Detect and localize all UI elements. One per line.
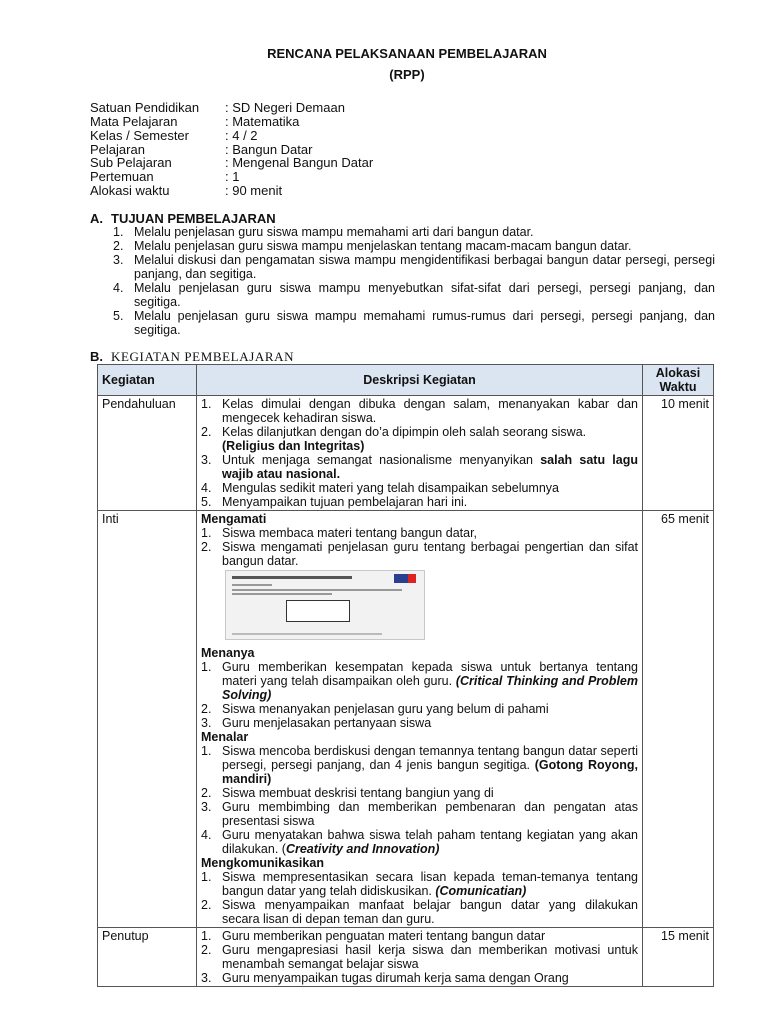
thumbnail-line: [232, 593, 332, 595]
list-item: [201, 828, 638, 856]
list-number: 4.: [201, 481, 212, 495]
list-number: 3.: [201, 800, 212, 814]
list-text: Guru menjelasakan pertanyaan siswa: [222, 716, 432, 730]
list-text: Melalu penjelasan guru siswa mampu memahami arti dari bangun datar.: [134, 225, 534, 239]
list-item: [201, 425, 638, 453]
phase-description: [197, 928, 643, 987]
header-kegiatan: Kegiatan: [98, 365, 197, 396]
activity-list: [201, 397, 638, 509]
list-number: 4.: [201, 828, 212, 842]
list-number: 5.: [113, 309, 124, 323]
identity-value: : SD Negeri Demaan: [225, 100, 345, 115]
list-item: [113, 253, 715, 281]
identity-value: : Bangun Datar: [225, 142, 313, 157]
identity-label: Pelajaran: [90, 142, 145, 157]
list-number: 2.: [201, 425, 212, 439]
list-item: [201, 481, 638, 495]
activity-list: [201, 526, 638, 568]
phase-time: 10 menit: [643, 396, 714, 511]
list-text: Guru membimbing dan memberikan pembenaran dan pengatan atas presentasi siswa: [222, 800, 638, 828]
list-text: Melalu penjelasan guru siswa mampu memahami rumus-rumus dari persegi, persegi panjang, dan segitiga.: [134, 309, 715, 337]
list-text: Melalu penjelasan guru siswa mampu menyebutkan sifat-sifat dari persegi, persegi panjang, dan segitiga.: [134, 281, 715, 309]
list-number: 3.: [113, 253, 124, 267]
list-text: Siswa membuat deskrisi tentang bangiun yang di: [222, 786, 494, 800]
identity-label: Alokasi waktu: [90, 183, 170, 198]
identity-label: Mata Pelajaran: [90, 114, 178, 129]
phase-description: [197, 396, 643, 511]
list-number: 3.: [201, 971, 212, 985]
activity-list: [201, 929, 638, 985]
list-text: Kelas dilanjutkan dengan do’a dipimpin oleh salah seorang siswa.: [222, 425, 587, 439]
value-tag: (Religius dan Integritas): [222, 439, 365, 453]
identity-label: Kelas / Semester: [90, 128, 189, 143]
table-row: [98, 396, 714, 511]
list-item: [113, 281, 715, 309]
section-letter: B.: [90, 349, 103, 364]
rectangle-shape-icon: [286, 600, 350, 622]
value-tag: Creativity and Innovation): [285, 842, 440, 856]
list-text: Melalui diskusi dan pengamatan siswa mampu mengidentifikasi berbagai bangun datar persegi, persegi panjang, dan segitiga.: [134, 253, 715, 281]
list-item: [201, 898, 638, 926]
value-tag: (Gotong Royong, mandiri): [222, 758, 638, 786]
list-text: Siswa membaca materi tentang bangun datar,: [222, 526, 478, 540]
thumbnail-footer-line: [232, 633, 382, 635]
section-b-heading: [90, 349, 294, 365]
header-alokasi-line2: Waktu: [659, 380, 697, 394]
value-tag: (Comunicatian): [435, 884, 527, 898]
section-title: TUJUAN PEMBELAJARAN: [111, 211, 276, 226]
activity-list: [201, 870, 638, 926]
list-item: [201, 929, 638, 943]
list-text: Guru menyampaikan tugas dirumah kerja sama dengan Orang: [222, 971, 569, 985]
list-text: Kelas dimulai dengan dibuka dengan salam, menanyakan kabar dan mengecek kehadiran siswa.: [222, 397, 638, 425]
table-row: [98, 511, 714, 928]
list-text: Guru menyatakan bahwa siswa telah paham tentang kegiatan yang akan dilakukan. (: [222, 828, 638, 856]
list-number: 2.: [201, 898, 212, 912]
list-number: 1.: [201, 397, 212, 411]
phase-name: Penutup: [98, 928, 197, 987]
phase-time: 65 menit: [643, 511, 714, 928]
identity-value: : 1: [225, 169, 240, 184]
list-number: 1.: [201, 929, 212, 943]
list-number: 1.: [201, 870, 212, 884]
list-number: 2.: [201, 540, 212, 554]
thumbnail-line: [232, 584, 272, 586]
section-title: KEGIATAN PEMBELAJARAN: [111, 349, 295, 364]
list-text: Siswa menyampaikan manfaat belajar bangun datar yang dilakukan secara lisan di depan teman dan guru.: [222, 898, 638, 926]
list-text: Guru memberikan penguatan materi tentang bangun datar: [222, 929, 546, 943]
list-number: 2.: [113, 239, 124, 253]
list-number: 2.: [201, 786, 212, 800]
thumbnail-heading-bar: [232, 576, 352, 579]
list-item: [201, 786, 638, 800]
subsection-title: Menalar: [201, 730, 249, 744]
identity-label: Sub Pelajaran: [90, 155, 172, 170]
thumbnail-logo-accent: [408, 574, 416, 583]
identity-value: : 4 / 2: [225, 128, 258, 143]
document-subtitle: (RPP): [389, 67, 425, 82]
list-text: Untuk menjaga semangat nasionalisme menyanyikan: [222, 453, 533, 467]
list-number: 2.: [201, 702, 212, 716]
list-text: Siswa mempresentasikan secara lisan kepada teman-temanya tentang bangun datar yang telah didiskusikan.: [222, 870, 638, 898]
list-text: Siswa mengamati penjelasan guru tentang berbagai pengertian dan sifat bangun datar.: [222, 540, 638, 568]
identity-label: Pertemuan: [90, 169, 154, 184]
list-item: [201, 870, 638, 898]
list-item: [201, 495, 638, 509]
list-number: 1.: [201, 744, 212, 758]
document-title: RENCANA PELAKSANAAN PEMBELAJARAN: [267, 46, 547, 61]
thumbnail-line: [232, 589, 402, 591]
subsection-title: Menanya: [201, 646, 255, 660]
list-text: Menyampaikan tujuan pembelajaran hari ini.: [222, 495, 468, 509]
phase-time: 15 menit: [643, 928, 714, 987]
section-letter: A.: [90, 211, 103, 226]
subsection-title: Mengamati: [201, 512, 267, 526]
list-item: [201, 540, 638, 568]
list-item: [201, 660, 638, 702]
phase-description: [197, 511, 643, 928]
list-item: [113, 239, 715, 253]
list-number: 4.: [113, 281, 124, 295]
list-text: Siswa mencoba berdiskusi dengan temannya tentang bangun datar seperti persegi, persegi panjang, dan 4 jenis bangun segitiga.: [222, 744, 638, 772]
list-text: Mengulas sedikit materi yang telah disampaikan sebelumnya: [222, 481, 559, 495]
identity-value: : Matematika: [225, 114, 300, 129]
list-number: 2.: [201, 943, 212, 957]
list-number: 5.: [201, 495, 212, 509]
list-text: Siswa menanyakan penjelasan guru yang belum di pahami: [222, 702, 549, 716]
value-tag: salah satu lagu wajib atau nasional.: [222, 453, 638, 481]
list-number: 3.: [201, 716, 212, 730]
list-number: 1.: [201, 526, 212, 540]
header-alokasi-line1: Alokasi: [655, 366, 701, 380]
list-number: 3.: [201, 453, 212, 467]
header-deskripsi: Deskripsi Kegiatan: [197, 365, 643, 396]
table-header-row: [98, 365, 714, 396]
list-item: [113, 225, 715, 239]
header-alokasi: [643, 365, 714, 396]
phase-name: Inti: [98, 511, 197, 928]
objectives-list: [113, 225, 715, 337]
identity-value: : 90 menit: [225, 183, 283, 198]
activity-list: [201, 744, 638, 856]
section-a-heading: [90, 211, 276, 226]
list-text: Guru memberikan kesempatan kepada siswa untuk bertanya tentang materi yang telah disampaikan oleh guru.: [222, 660, 638, 688]
list-number: 1.: [113, 225, 124, 239]
activity-list: [201, 660, 638, 730]
list-item: [201, 800, 638, 828]
table-row: [98, 928, 714, 987]
value-tag: (Critical Thinking and Problem Solving): [222, 674, 638, 702]
list-number: 1.: [201, 660, 212, 674]
phase-name: Pendahuluan: [98, 396, 197, 511]
list-item: [201, 744, 638, 786]
list-item: [201, 716, 638, 730]
identity-value: : Mengenal Bangun Datar: [225, 155, 374, 170]
list-item: [201, 702, 638, 716]
identity-label: Satuan Pendidikan: [90, 100, 200, 115]
list-item: [201, 971, 638, 985]
activities-table: [97, 364, 714, 987]
list-item: [201, 397, 638, 425]
subsection-title: Mengkomunikasikan: [201, 856, 324, 870]
list-text: Guru mengapresiasi hasil kerja siswa dan memberikan motivasi untuk menambah semangat belajar siswa: [222, 943, 638, 971]
list-item: [201, 453, 638, 481]
list-item: [113, 309, 715, 337]
list-item: [201, 943, 638, 971]
list-item: [201, 526, 638, 540]
material-thumbnail-image: [225, 570, 425, 640]
list-text: Melalu penjelasan guru siswa mampu menjelaskan tentang macam-macam bangun datar.: [134, 239, 632, 253]
